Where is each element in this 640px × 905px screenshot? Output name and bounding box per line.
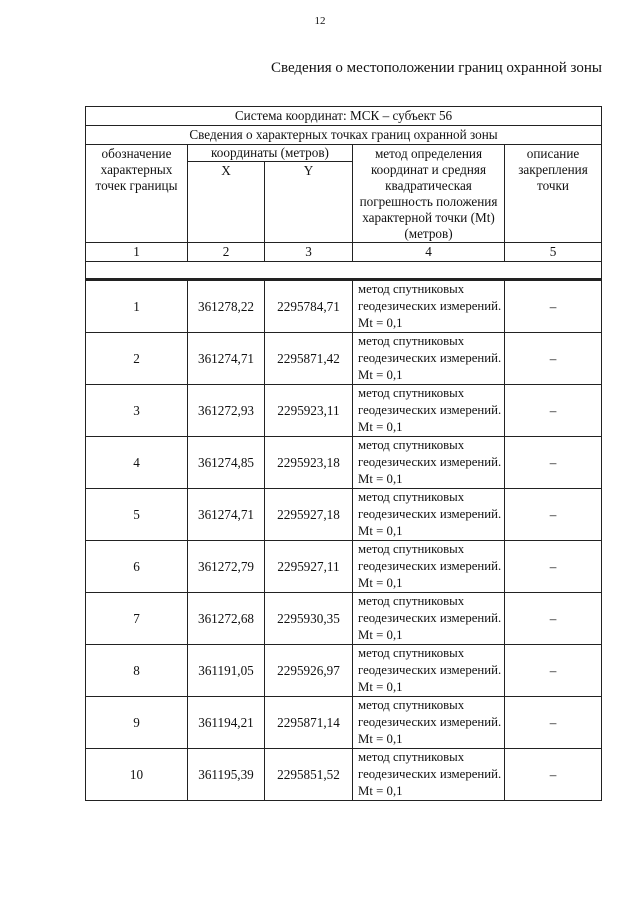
designation-header: обозначение характерных точек границы — [86, 145, 188, 243]
method-cell: метод спутниковых геодезических измерений. Mt = 0,1 — [353, 541, 505, 593]
boundary-points-table — [85, 106, 602, 801]
x-coordinate-cell: 361272,79 — [188, 541, 265, 593]
description-header: описание закрепления точки — [505, 145, 602, 243]
point-number-cell: 7 — [86, 593, 188, 645]
table-row — [86, 749, 602, 801]
table-row — [86, 489, 602, 541]
column-header-row — [86, 145, 602, 162]
description-cell: – — [505, 697, 602, 749]
point-number-cell: 10 — [86, 749, 188, 801]
point-number-cell: 4 — [86, 437, 188, 489]
y-coordinate-cell: 2295871,14 — [265, 697, 353, 749]
method-cell: метод спутниковых геодезических измерений. Mt = 0,1 — [353, 333, 505, 385]
point-number-cell: 5 — [86, 489, 188, 541]
y-coordinate-cell: 2295923,18 — [265, 437, 353, 489]
method-cell: метод спутниковых геодезических измерений. Mt = 0,1 — [353, 437, 505, 489]
spacer-row — [86, 262, 602, 280]
table-row — [86, 645, 602, 697]
method-cell: метод спутниковых геодезических измерений. Mt = 0,1 — [353, 489, 505, 541]
column-number: 2 — [188, 243, 265, 262]
table-row — [86, 437, 602, 489]
x-coordinate-cell: 361274,71 — [188, 333, 265, 385]
point-number-cell: 9 — [86, 697, 188, 749]
point-number-cell: 3 — [86, 385, 188, 437]
table-row — [86, 593, 602, 645]
x-coordinate-cell: 361274,85 — [188, 437, 265, 489]
description-cell: – — [505, 489, 602, 541]
table-row — [86, 385, 602, 437]
y-coordinate-cell: 2295930,35 — [265, 593, 353, 645]
system-header-row — [86, 107, 602, 126]
table-row — [86, 697, 602, 749]
method-header: метод определения координат и средняя квадратическая погрешность положения характерной точки (Mt) (метров) — [353, 145, 505, 243]
y-coordinate-cell: 2295784,71 — [265, 280, 353, 333]
document-title: Сведения о местоположении границ охранной зоны — [270, 60, 602, 76]
x-coordinate-cell: 361278,22 — [188, 280, 265, 333]
description-cell: – — [505, 593, 602, 645]
description-cell: – — [505, 333, 602, 385]
page-number: 12 — [314, 15, 326, 27]
y-coordinate-cell: 2295927,11 — [265, 541, 353, 593]
column-number: 5 — [505, 243, 602, 262]
y-coordinate-cell: 2295926,97 — [265, 645, 353, 697]
method-cell: метод спутниковых геодезических измерений. Mt = 0,1 — [353, 385, 505, 437]
x-coordinate-cell: 361191,05 — [188, 645, 265, 697]
spacer-cell — [86, 262, 602, 280]
y-header: Y — [265, 162, 353, 243]
section-header-row — [86, 126, 602, 145]
coordinate-system-header: Система координат: МСК – субъект 56 — [86, 107, 602, 126]
point-number-cell: 2 — [86, 333, 188, 385]
coordinates-header: координаты (метров) — [188, 145, 353, 162]
method-cell: метод спутниковых геодезических измерений. Mt = 0,1 — [353, 749, 505, 801]
x-coordinate-cell: 361195,39 — [188, 749, 265, 801]
table-row — [86, 333, 602, 385]
description-cell: – — [505, 645, 602, 697]
y-coordinate-cell: 2295923,11 — [265, 385, 353, 437]
point-number-cell: 6 — [86, 541, 188, 593]
point-number-cell: 8 — [86, 645, 188, 697]
method-cell: метод спутниковых геодезических измерений. Mt = 0,1 — [353, 280, 505, 333]
description-cell: – — [505, 385, 602, 437]
method-cell: метод спутниковых геодезических измерений. Mt = 0,1 — [353, 697, 505, 749]
point-number-cell: 1 — [86, 280, 188, 333]
description-cell: – — [505, 437, 602, 489]
method-cell: метод спутниковых геодезических измерений. Mt = 0,1 — [353, 645, 505, 697]
x-coordinate-cell: 361274,71 — [188, 489, 265, 541]
table-row — [86, 541, 602, 593]
description-cell: – — [505, 749, 602, 801]
x-coordinate-cell: 361272,68 — [188, 593, 265, 645]
column-number: 3 — [265, 243, 353, 262]
x-header: X — [188, 162, 265, 243]
column-number-row — [86, 243, 602, 262]
x-coordinate-cell: 361194,21 — [188, 697, 265, 749]
column-number: 1 — [86, 243, 188, 262]
y-coordinate-cell: 2295927,18 — [265, 489, 353, 541]
column-number: 4 — [353, 243, 505, 262]
y-coordinate-cell: 2295851,52 — [265, 749, 353, 801]
y-coordinate-cell: 2295871,42 — [265, 333, 353, 385]
table-row — [86, 280, 602, 333]
description-cell: – — [505, 280, 602, 333]
x-coordinate-cell: 361272,93 — [188, 385, 265, 437]
section-header: Сведения о характерных точках границ охранной зоны — [86, 126, 602, 145]
description-cell: – — [505, 541, 602, 593]
method-cell: метод спутниковых геодезических измерений. Mt = 0,1 — [353, 593, 505, 645]
